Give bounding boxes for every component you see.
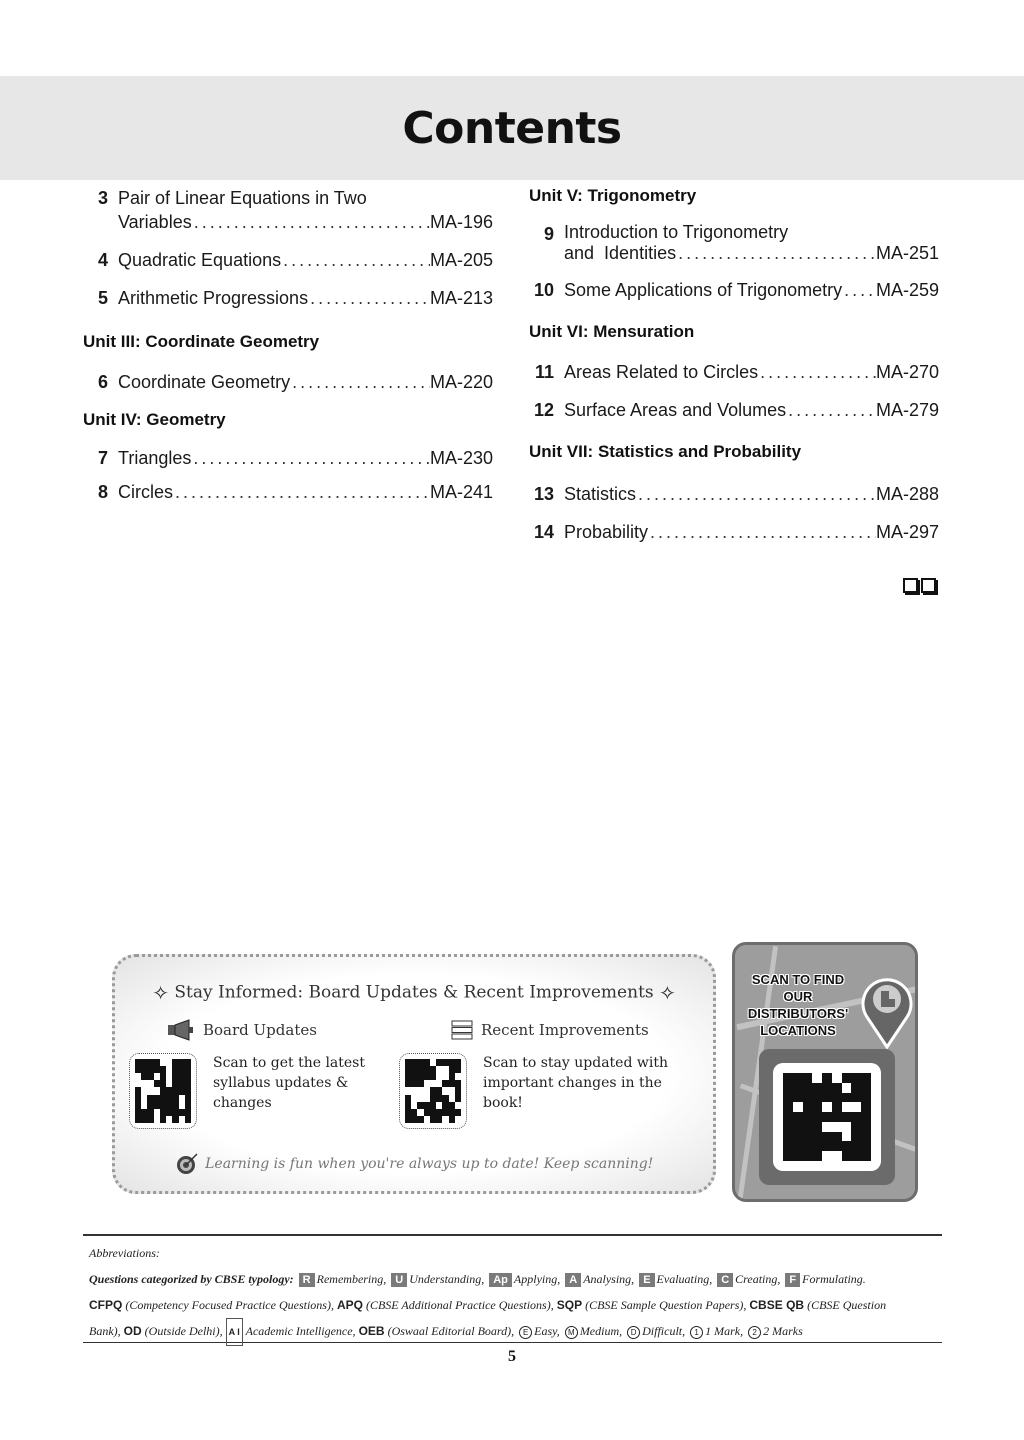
stay-informed-heading: Stay Informed: Board Updates & Recent Improvements — [174, 982, 654, 1003]
typology-chip: R — [299, 1273, 315, 1287]
qr-module — [803, 1073, 813, 1083]
chapter-title: Probability — [564, 522, 649, 542]
qr-module — [812, 1083, 822, 1093]
level-name: Easy, — [534, 1324, 560, 1338]
box-icon — [921, 578, 936, 593]
info-box-footer-text: Learning is fun when you're always up to date! Keep scanning! — [205, 1156, 654, 1172]
leader-dots — [648, 520, 876, 544]
qr-module — [185, 1080, 191, 1087]
abbreviation-line-4 — [89, 1318, 936, 1346]
qr-module — [822, 1132, 832, 1142]
qr-module — [803, 1093, 813, 1103]
unit-heading: Unit VI: Mensuration — [529, 322, 695, 341]
toc-entry[interactable] — [529, 278, 939, 302]
chapter-title-line1: Introduction to Trigonometry — [564, 222, 789, 242]
page-ref: MA-220 — [429, 372, 493, 392]
chapter-title: Arithmetic Progressions — [118, 288, 309, 308]
circled-symbol: 2 — [748, 1326, 761, 1339]
qr-module — [861, 1141, 871, 1151]
leader-dots — [191, 446, 430, 470]
qr-module — [455, 1066, 461, 1073]
qr-module — [851, 1102, 861, 1112]
abbr-code: APQ — [336, 1298, 363, 1312]
typology-chip: U — [391, 1273, 407, 1287]
qr-module — [793, 1141, 803, 1151]
page-number: 5 — [508, 1348, 516, 1365]
toc-entry[interactable] — [529, 398, 939, 422]
qr-module — [851, 1112, 861, 1122]
qr-module — [455, 1073, 461, 1080]
qr-module — [851, 1073, 861, 1083]
chapter-title-line1: Pair of Linear Equations in Two — [118, 188, 367, 208]
qr-module — [842, 1083, 852, 1093]
recent-improvements-label: Recent Improvements — [481, 1021, 649, 1039]
qr-module — [455, 1109, 461, 1116]
typology-name: Creating, — [735, 1272, 781, 1286]
title-band — [0, 76, 1024, 180]
chapter-number: 3 — [97, 188, 108, 208]
chapter-title: Coordinate Geometry — [118, 372, 291, 392]
qr-module — [842, 1122, 852, 1132]
qr-module — [842, 1112, 852, 1122]
leader-dots — [758, 360, 876, 384]
toc-entry[interactable] — [83, 186, 493, 234]
toc-entry[interactable] — [529, 360, 939, 384]
qr-module — [455, 1087, 461, 1094]
qr-module — [455, 1095, 461, 1102]
qr-module — [783, 1122, 793, 1132]
leader-dots — [290, 370, 430, 394]
typology-line — [89, 1266, 936, 1292]
qr-module — [842, 1073, 852, 1083]
qr-module — [832, 1122, 842, 1132]
chapter-number: 9 — [543, 224, 554, 244]
page-ref: MA-270 — [875, 362, 939, 382]
board-updates-qr-code[interactable] — [129, 1053, 197, 1129]
qr-module — [832, 1132, 842, 1142]
qr-module — [455, 1080, 461, 1087]
qr-module — [185, 1102, 191, 1109]
qr-module — [455, 1102, 461, 1109]
qr-module — [842, 1132, 852, 1142]
qr-module — [783, 1102, 793, 1112]
qr-module — [861, 1102, 871, 1112]
leader-dots — [676, 243, 876, 264]
chapter-title: Variables — [118, 212, 192, 232]
qr-module — [851, 1141, 861, 1151]
toc-entry[interactable] — [83, 248, 493, 272]
level-name: 2 Marks — [763, 1324, 803, 1338]
abbr-full: Academic Intelligence, — [245, 1324, 356, 1338]
abbr-continuation: Bank), — [89, 1324, 121, 1338]
page-ref: MA-259 — [875, 280, 939, 300]
chapter-number: 13 — [533, 484, 554, 504]
qr-module — [832, 1151, 842, 1161]
qr-module — [851, 1122, 861, 1132]
chapter-number: 14 — [533, 522, 554, 542]
toc-entry[interactable] — [529, 222, 939, 264]
academic-intelligence-icon: A I — [226, 1318, 243, 1346]
abbr-full: (Competency Focused Practice Questions), — [125, 1298, 334, 1312]
qr-module — [822, 1102, 832, 1112]
qr-module — [812, 1132, 822, 1142]
qr-module — [812, 1093, 822, 1103]
qr-module — [455, 1116, 461, 1123]
abbr-code: CFPQ — [89, 1298, 123, 1312]
qr-module — [812, 1102, 822, 1112]
qr-module — [185, 1073, 191, 1080]
abbr-full: (CBSE Additional Practice Questions), — [365, 1298, 554, 1312]
sparkle-icon: ✧ — [152, 981, 169, 1005]
qr-module — [832, 1073, 842, 1083]
qr-module — [803, 1083, 813, 1093]
chapter-title: Surface Areas and Volumes — [564, 400, 787, 420]
qr-module — [185, 1087, 191, 1094]
typology-name: Evaluating, — [656, 1272, 713, 1286]
qr-module — [842, 1151, 852, 1161]
qr-module — [832, 1141, 842, 1151]
qr-module — [861, 1112, 871, 1122]
qr-module — [851, 1093, 861, 1103]
qr-module — [803, 1122, 813, 1132]
toc-entry[interactable] — [83, 446, 493, 470]
stay-informed-box — [112, 954, 716, 1194]
abbreviations-section — [83, 1234, 942, 1343]
page-ref: MA-241 — [429, 482, 493, 502]
circled-symbol: 1 — [690, 1326, 703, 1339]
qr-module — [803, 1141, 813, 1151]
typology-name: Applying, — [513, 1272, 561, 1286]
chapter-number: 10 — [533, 280, 554, 300]
typology-chip: F — [785, 1273, 800, 1287]
unit-heading: Unit V: Trigonometry — [529, 186, 697, 205]
qr-module — [832, 1093, 842, 1103]
leader-dots — [192, 210, 430, 234]
abbr-full: (Oswaal Editorial Board), — [387, 1324, 515, 1338]
qr-module — [803, 1112, 813, 1122]
chapter-title: Quadratic Equations — [118, 250, 282, 270]
board-updates-text: Scan to get the latest syllabus updates & changes — [213, 1055, 365, 1111]
qr-module — [822, 1093, 832, 1103]
qr-module — [793, 1073, 803, 1083]
qr-module — [832, 1112, 842, 1122]
chapter-number: 5 — [97, 288, 108, 308]
qr-module — [185, 1066, 191, 1073]
qr-module — [803, 1151, 813, 1161]
abbr-code: OEB — [358, 1324, 385, 1338]
target-icon — [175, 1153, 201, 1175]
abbr-full: (CBSE Question — [807, 1298, 887, 1312]
qr-module — [822, 1083, 832, 1093]
toc-entry[interactable] — [83, 480, 493, 504]
box-icon — [903, 578, 918, 593]
qr-module — [851, 1151, 861, 1161]
abbreviations-heading: Abbreviations: — [89, 1246, 160, 1260]
qr-module — [851, 1083, 861, 1093]
chapter-title: Triangles — [118, 448, 192, 468]
sparkle-icon: ✧ — [659, 981, 676, 1005]
abbr-code: OD — [123, 1324, 142, 1338]
chapter-title: Circles — [118, 482, 174, 502]
toc-entry[interactable] — [83, 370, 493, 394]
toc-left-column — [83, 186, 493, 504]
stay-informed-title — [115, 981, 713, 1005]
abbr-code: SQP — [556, 1298, 583, 1312]
books-icon — [451, 1019, 473, 1041]
qr-module — [812, 1151, 822, 1161]
qr-module — [822, 1141, 832, 1151]
info-box-footer — [115, 1153, 713, 1175]
abbr-full: (CBSE Sample Question Papers), — [585, 1298, 747, 1312]
distributor-locations-card[interactable] — [732, 942, 918, 1202]
page-ref: MA-213 — [429, 288, 493, 308]
location-pin-icon — [859, 973, 915, 1049]
typology-name: Analysing, — [583, 1272, 635, 1286]
qr-module — [812, 1122, 822, 1132]
qr-module — [783, 1073, 793, 1083]
qr-module — [793, 1102, 803, 1112]
qr-module — [861, 1151, 871, 1161]
qr-module — [842, 1141, 852, 1151]
page-title: Contents — [402, 102, 622, 154]
qr-module — [783, 1151, 793, 1161]
leader-dots — [842, 278, 876, 302]
qr-module — [861, 1073, 871, 1083]
qr-module — [832, 1083, 842, 1093]
abbr-full: (Outside Delhi), — [144, 1324, 223, 1338]
unit-heading: Unit III: Coordinate Geometry — [83, 332, 320, 351]
recent-improvements-qr-code[interactable] — [399, 1053, 467, 1129]
qr-module — [185, 1059, 191, 1066]
chapter-number: 8 — [97, 482, 108, 502]
level-name: Medium, — [579, 1324, 623, 1338]
recent-improvements-heading — [451, 1019, 649, 1041]
qr-module — [783, 1141, 793, 1151]
board-updates-label: Board Updates — [203, 1021, 317, 1039]
board-updates-heading — [167, 1019, 317, 1041]
page-ref: MA-205 — [429, 250, 493, 270]
qr-module — [822, 1151, 832, 1161]
qr-module — [783, 1112, 793, 1122]
qr-module — [455, 1059, 461, 1066]
page-ref: MA-251 — [875, 243, 939, 263]
qr-module — [812, 1141, 822, 1151]
leader-dots — [173, 480, 430, 504]
qr-module — [185, 1095, 191, 1102]
distributor-scan-text: SCAN TO FIND OUR DISTRIBUTORS' LOCATIONS — [747, 972, 849, 1038]
recent-improvements-text: Scan to stay updated with important changes in the book! — [483, 1055, 668, 1111]
typology-name: Understanding, — [409, 1272, 485, 1286]
chapter-number: 12 — [533, 400, 554, 420]
chapter-number: 7 — [97, 448, 108, 468]
toc-right-column — [529, 186, 939, 544]
qr-module — [822, 1112, 832, 1122]
leader-dots — [308, 286, 430, 310]
circled-symbol: M — [565, 1326, 578, 1339]
qr-module — [793, 1112, 803, 1122]
qr-module — [822, 1073, 832, 1083]
qr-module — [793, 1083, 803, 1093]
qr-module — [185, 1109, 191, 1116]
abbr-code: CBSE QB — [749, 1298, 805, 1312]
page-ref: MA-288 — [875, 484, 939, 504]
qr-module — [783, 1083, 793, 1093]
chapter-number: 11 — [534, 362, 554, 382]
qr-module — [793, 1151, 803, 1161]
circled-symbol: D — [627, 1326, 640, 1339]
qr-module — [812, 1073, 822, 1083]
leader-dots — [281, 248, 430, 272]
qr-module — [851, 1132, 861, 1142]
page-ref: MA-279 — [875, 400, 939, 420]
page-ref: MA-297 — [875, 522, 939, 542]
toc-entry[interactable] — [529, 520, 939, 544]
page-ref: MA-230 — [429, 448, 493, 468]
qr-module — [861, 1093, 871, 1103]
qr-module — [842, 1093, 852, 1103]
qr-module — [793, 1093, 803, 1103]
chapter-number: 6 — [97, 372, 108, 392]
unit-heading: Unit VII: Statistics and Probability — [529, 442, 802, 461]
typology-chip: C — [717, 1273, 733, 1287]
chapter-title: and Identities — [564, 243, 677, 263]
qr-module — [842, 1102, 852, 1112]
typology-name: Remembering, — [316, 1272, 387, 1286]
qr-module — [822, 1122, 832, 1132]
typology-name: Formulating. — [802, 1272, 866, 1286]
level-name: 1 Mark, — [705, 1324, 744, 1338]
level-name: Difficult, — [642, 1324, 686, 1338]
typology-label: Questions categorized by CBSE typology: — [89, 1272, 294, 1286]
toc-entry[interactable] — [83, 286, 493, 310]
end-of-contents-mark — [903, 578, 936, 593]
qr-module — [861, 1132, 871, 1142]
qr-module — [832, 1102, 842, 1112]
typology-chip: A — [565, 1273, 581, 1287]
chapter-title: Some Applications of Trigonometry — [564, 280, 843, 300]
toc-entry[interactable] — [529, 482, 939, 506]
chapter-title: Statistics — [564, 484, 637, 504]
qr-module — [783, 1093, 793, 1103]
qr-module — [803, 1132, 813, 1142]
typology-chip: Ap — [489, 1273, 512, 1287]
abbreviation-line-3 — [89, 1292, 936, 1318]
qr-module — [793, 1122, 803, 1132]
qr-module — [861, 1122, 871, 1132]
distributor-qr-frame — [759, 1049, 895, 1185]
chapter-number: 4 — [97, 250, 108, 270]
qr-module — [812, 1112, 822, 1122]
qr-module — [861, 1083, 871, 1093]
qr-module — [793, 1132, 803, 1142]
chapter-title: Areas Related to Circles — [564, 362, 759, 382]
unit-heading: Unit IV: Geometry — [83, 410, 226, 429]
distributor-qr-code[interactable] — [783, 1073, 871, 1161]
qr-module — [803, 1102, 813, 1112]
megaphone-icon — [167, 1019, 195, 1041]
page-ref: MA-196 — [429, 212, 493, 232]
circled-symbol: E — [519, 1326, 532, 1339]
leader-dots — [786, 398, 876, 422]
leader-dots — [636, 482, 876, 506]
qr-module — [783, 1132, 793, 1142]
typology-chip: E — [639, 1273, 654, 1287]
qr-module — [185, 1116, 191, 1123]
